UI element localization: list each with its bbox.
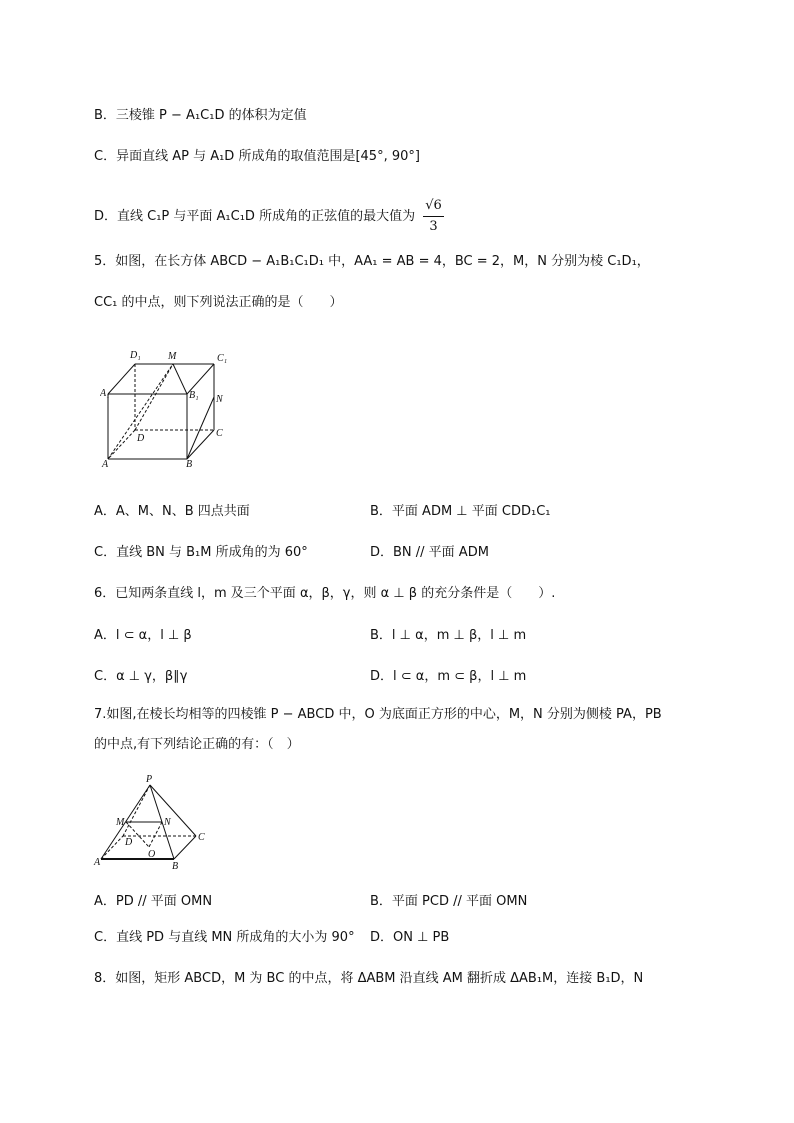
label-d: D: [137, 433, 145, 444]
label-d: D: [125, 837, 133, 848]
q4-option-d-fraction: [423, 196, 444, 237]
q4-option-d-text: D．直线 C₁P 与平面 A₁C₁D 所成角的正弦值的最大值为: [94, 209, 416, 224]
q7-stem-line2: 的中点,有下列结论正确的有：（ ）: [94, 737, 300, 752]
q5-stem-line1: 5．如图，在长方体 ABCD − A₁B₁C₁D₁ 中，AA₁ = AB = 4，BC = 2，M，N 分别为棱 C₁D₁，: [94, 254, 650, 269]
q7-stem-line1: 7.如图,在棱长均相等的四棱锥 P − ABCD 中，O 为底面正方形的中心，M，N 分别为侧棱 PA，PB: [94, 707, 662, 722]
label-c: C: [198, 832, 205, 843]
fraction-numerator: √6: [423, 196, 444, 217]
q6-option-a: A．l ⊂ α，l ⊥ β: [94, 628, 192, 643]
label-o: O: [148, 849, 156, 860]
q6-option-c: C．α ⊥ γ，β∥γ: [94, 669, 188, 684]
q5-option-c: C．直线 BN 与 B₁M 所成角的为 60°: [94, 545, 308, 560]
q4-option-b: B．三棱锥 P − A₁C₁D 的体积为定值: [94, 108, 307, 123]
label-m: M: [116, 817, 125, 828]
q5-option-b: B．平面 ADM ⊥ 平面 CDD₁C₁: [370, 504, 551, 519]
q7-option-d: D．ON ⊥ PB: [370, 930, 450, 945]
label-a: A: [102, 459, 109, 470]
q5-stem-line2: CC₁ 的中点，则下列说法正确的是（ ）: [94, 295, 343, 310]
q8-stem: 8．如图，矩形 ABCD，M 为 BC 的中点，将 ΔABM 沿直线 AM 翻折成 ΔAB₁M，连接 B₁D，N: [94, 971, 644, 986]
q5-cuboid-figure: [100, 345, 230, 474]
label-d1: D₁: [130, 350, 141, 361]
label-a1: A₁: [100, 388, 110, 399]
q7-option-a: A．PD // 平面 OMN: [94, 894, 213, 909]
label-c: C: [216, 428, 223, 439]
label-a: A: [94, 857, 101, 868]
fraction-denominator: 3: [429, 219, 438, 234]
q6-option-d: D．l ⊂ α，m ⊂ β，l ⊥ m: [370, 669, 527, 684]
q4-option-d: [94, 196, 444, 237]
label-n: N: [216, 394, 223, 405]
label-p: P: [146, 774, 153, 785]
q6-option-b: B．l ⊥ α，m ⊥ β，l ⊥ m: [370, 628, 527, 643]
label-b1: B₁: [189, 390, 199, 401]
label-b: B: [186, 459, 193, 470]
q7-option-c: C．直线 PD 与直线 MN 所成角的大小为 90°: [94, 930, 355, 945]
label-n: N: [164, 817, 171, 828]
q4-option-c: C．异面直线 AP 与 A₁D 所成角的取值范围是[45°, 90°]: [94, 149, 420, 164]
q5-option-d: D．BN // 平面 ADM: [370, 545, 489, 560]
label-m: M: [168, 351, 177, 362]
q7-option-b: B．平面 PCD // 平面 OMN: [370, 894, 528, 909]
label-b: B: [172, 861, 179, 872]
q7-pyramid-figure: [92, 773, 217, 877]
q6-stem: 6．已知两条直线 l，m 及三个平面 α，β，γ，则 α ⊥ β 的充分条件是（ ）.: [94, 586, 556, 601]
q5-option-a: A．A、M、N、B 四点共面: [94, 504, 250, 519]
label-c1: C₁: [217, 353, 228, 364]
